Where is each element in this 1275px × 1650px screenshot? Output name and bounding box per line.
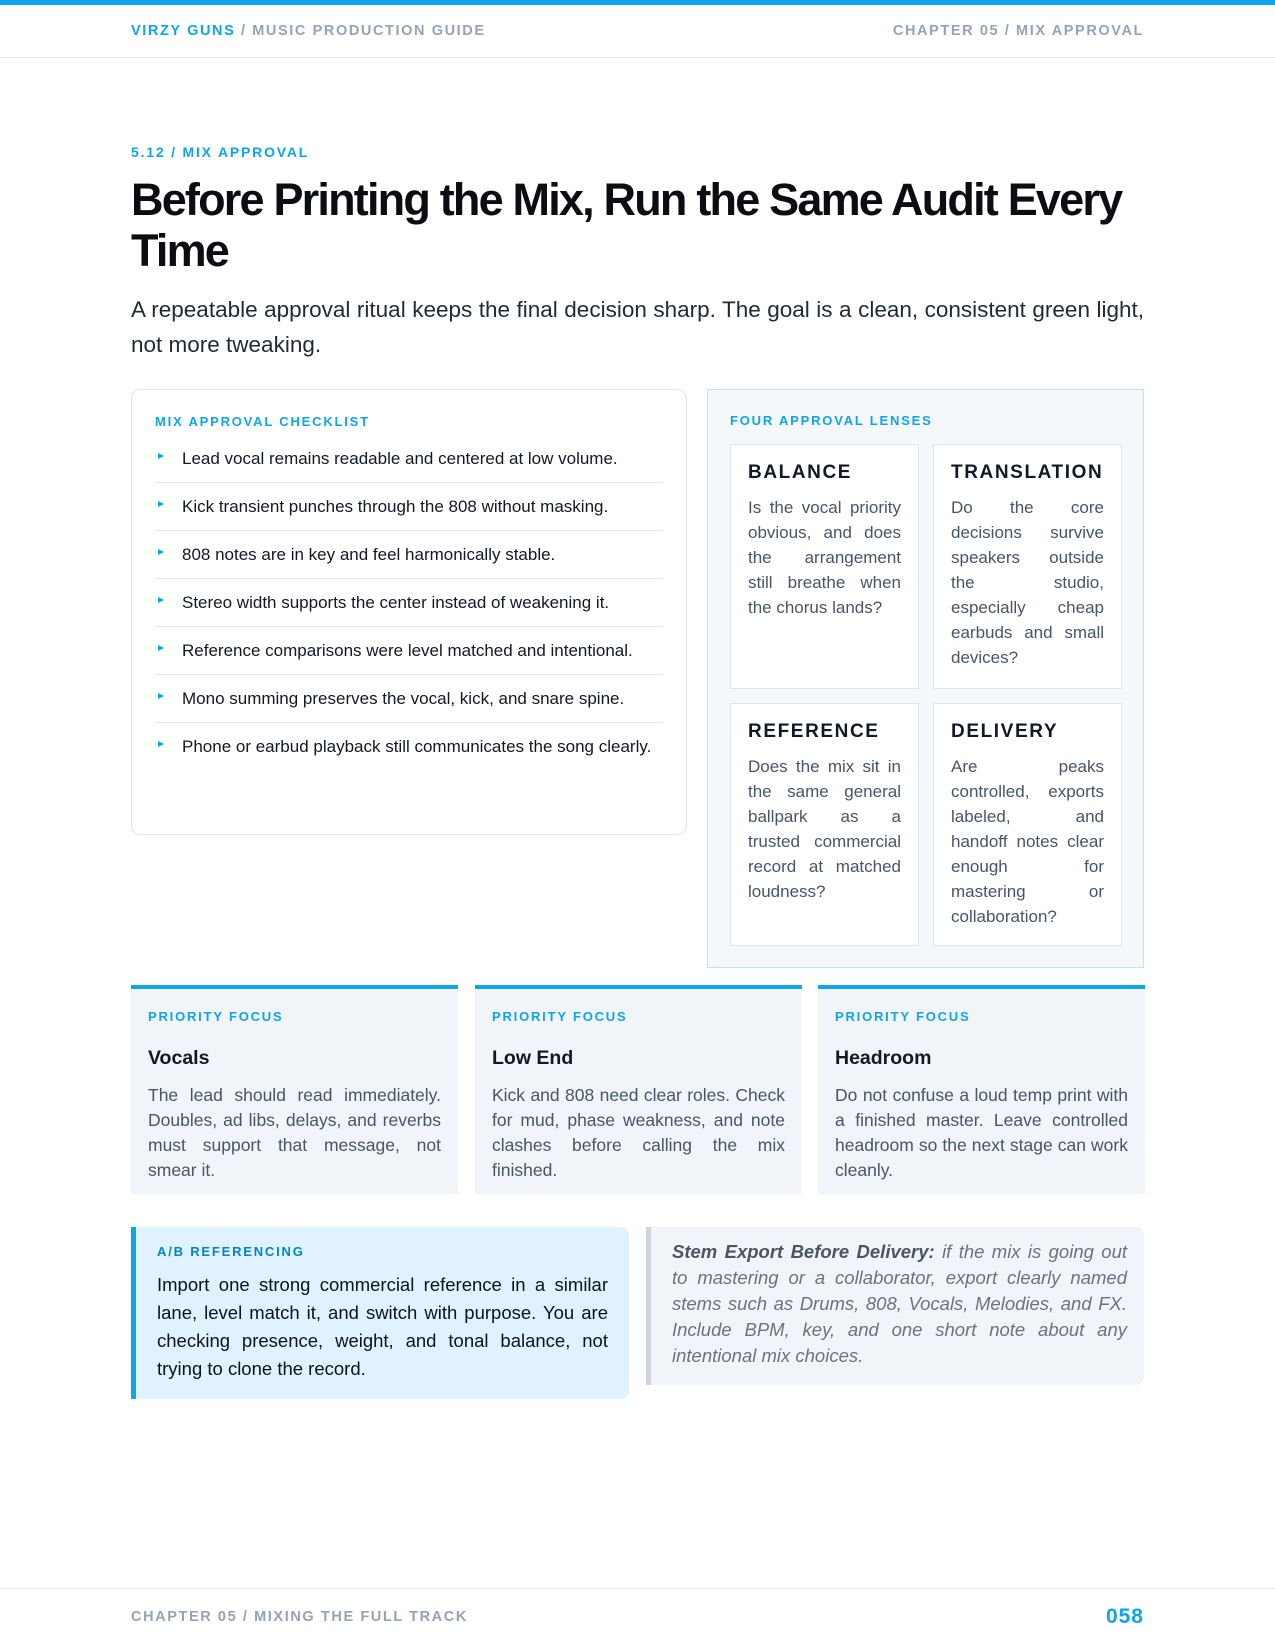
stem-note-lead: Stem Export Before Delivery:: [672, 1241, 935, 1262]
page-header: [0, 5, 1275, 58]
ab-label: A/B REFERENCING: [157, 1244, 305, 1259]
priority-label: PRIORITY FOCUS: [492, 1009, 628, 1024]
lens-text: Do the core decisions survive speakers outside the studio, especially cheap earbuds and small devices?: [951, 498, 1104, 667]
bullet-triangle-icon: [158, 549, 164, 555]
checklist-item: [155, 723, 663, 770]
checklist-item: [155, 675, 663, 723]
priority-card-vocals: [131, 985, 458, 1194]
ab-referencing-callout: [131, 1227, 629, 1399]
header-breadcrumb: [131, 23, 486, 39]
checklist-list: [155, 446, 663, 770]
checklist-item: [155, 579, 663, 627]
lens-title: BALANCE: [748, 462, 853, 483]
lens-card-delivery: [933, 703, 1122, 946]
priority-card-low-end: [475, 985, 802, 1194]
lenses-label: FOUR APPROVAL LENSES: [730, 413, 933, 428]
priority-title: Vocals: [148, 1047, 210, 1069]
checklist-item-text: Mono summing preserves the vocal, kick, and snare spine.: [182, 689, 625, 708]
lens-title: REFERENCE: [748, 721, 880, 742]
bullet-triangle-icon: [158, 645, 164, 651]
priority-title: Low End: [492, 1047, 574, 1069]
guide-name: MUSIC PRODUCTION GUIDE: [252, 23, 486, 39]
lens-card-balance: [730, 444, 919, 689]
priority-text: The lead should read immediately. Doubles, ad libs, delays, and reverbs must support that message, not smear it.: [148, 1085, 441, 1180]
page-title: Before Printing the Mix, Run the Same Audit Every Time: [131, 174, 1122, 276]
priority-card-headroom: [818, 985, 1145, 1194]
header-chapter: CHAPTER 05 / MIX APPROVAL: [892, 23, 1144, 39]
checklist-item-text: Phone or earbud playback still communicates the song clearly.: [182, 737, 652, 756]
checklist-item: [155, 627, 663, 675]
lens-card-reference: [730, 703, 919, 946]
brand-name: VIRZY GUNS: [131, 23, 236, 39]
bullet-triangle-icon: [158, 597, 164, 603]
checklist-label: MIX APPROVAL CHECKLIST: [155, 414, 370, 429]
lens-title: DELIVERY: [951, 721, 1059, 742]
lens-text: Are peaks controlled, exports labeled, and handoff notes clear enough for mastering or collaboration?: [951, 757, 1104, 926]
checklist-item-text: 808 notes are in key and feel harmonically stable.: [182, 545, 556, 564]
footer-chapter: CHAPTER 05 / MIXING THE FULL TRACK: [131, 1609, 468, 1625]
page-number: 058: [1105, 1605, 1144, 1628]
lens-text: Is the vocal priority obvious, and does the arrangement still breathe when the chorus lands?: [748, 498, 901, 617]
checklist-item-text: Reference comparisons were level matched and intentional.: [182, 641, 633, 660]
section-eyebrow: 5.12 / MIX APPROVAL: [131, 144, 310, 160]
stem-export-note: [646, 1227, 1144, 1385]
priority-text: Kick and 808 need clear roles. Check for mud, phase weakness, and note clashes before calling the mix finished.: [492, 1085, 785, 1180]
priority-title: Headroom: [835, 1047, 932, 1069]
bullet-triangle-icon: [158, 693, 164, 699]
mix-approval-checklist: [131, 389, 687, 835]
checklist-item: [155, 483, 663, 531]
stem-note-text: [672, 1239, 1127, 1369]
approval-lenses-panel: [707, 389, 1144, 968]
checklist-item: [155, 446, 663, 483]
checklist-item-text: Lead vocal remains readable and centered at low volume.: [182, 449, 618, 468]
header-separator: /: [235, 23, 253, 39]
stem-note-body: if the mix is going out to mastering or a collaborator, export clearly named stems such as Drums, 808, Vocals, Melodies, and FX. Include BPM, key, and one short note about any intentional mix choices.: [672, 1241, 1127, 1366]
checklist-item-text: Kick transient punches through the 808 without masking.: [182, 497, 609, 516]
checklist-item: [155, 531, 663, 579]
lens-title: TRANSLATION: [951, 462, 1104, 483]
lens-card-translation: [933, 444, 1122, 689]
bullet-triangle-icon: [158, 501, 164, 507]
lens-text: Does the mix sit in the same general ballpark as a trusted commercial record at matched loudness?: [748, 757, 901, 901]
priority-label: PRIORITY FOCUS: [148, 1009, 284, 1024]
footer-divider: [0, 1588, 1275, 1589]
intro-paragraph: A repeatable approval ritual keeps the final decision sharp. The goal is a clean, consistent green light, not more tweaking.: [131, 297, 1144, 357]
priority-text: Do not confuse a loud temp print with a finished master. Leave controlled headroom so the next stage can work cleanly.: [835, 1085, 1128, 1180]
ab-text: Import one strong commercial reference in a similar lane, level match it, and switch with purpose. You are checking presence, weight, and tonal balance, not trying to clone the record.: [157, 1274, 608, 1379]
bullet-triangle-icon: [158, 741, 164, 747]
priority-label: PRIORITY FOCUS: [835, 1009, 971, 1024]
checklist-item-text: Stereo width supports the center instead of weakening it.: [182, 593, 610, 612]
bullet-triangle-icon: [158, 453, 164, 459]
